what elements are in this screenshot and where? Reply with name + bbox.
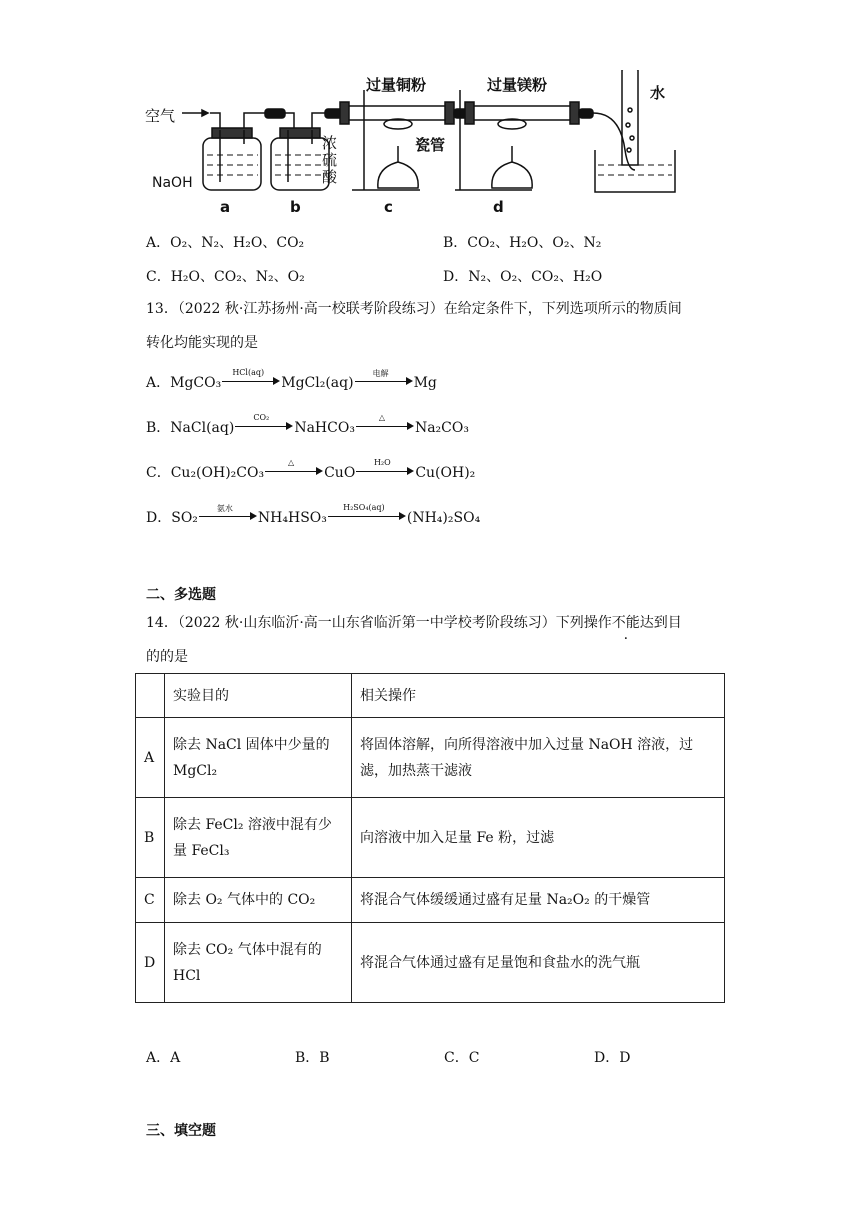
label-mg-powder: 过量镁粉 [487, 76, 548, 94]
q14-table [135, 673, 725, 1003]
table-row [136, 718, 725, 798]
row-purpose: 除去 CO₂ 气体中混有的 HCl [165, 923, 352, 1003]
table-row [136, 878, 725, 923]
label-air: 空气 [145, 107, 176, 125]
label-d: d [493, 198, 504, 216]
row-purpose: 除去 FeCl₂ 溶液中混有少量 FeCl₃ [165, 798, 352, 878]
reaction-arrow [222, 368, 280, 387]
section-heading-multiple-choice: 二、多选题 [146, 587, 216, 603]
row-operation: 将混合气体通过盛有足量饱和食盐水的洗气瓶 [352, 923, 725, 1003]
q12-option-a: A．O₂、N₂、H₂O、CO₂ [146, 235, 305, 251]
table-row [136, 798, 725, 878]
option-label: D． [146, 510, 172, 526]
reactant: SO₂ [171, 510, 198, 526]
reaction-arrow [328, 503, 406, 522]
table-header-cell: 实验目的 [165, 674, 352, 718]
row-operation: 将混合气体缓缓通过盛有足量 Na₂O₂ 的干燥管 [352, 878, 725, 923]
product: Cu(OH)₂ [415, 465, 476, 481]
row-purpose: 除去 NaCl 固体中少量的 MgCl₂ [165, 718, 352, 798]
q13-option-d [146, 503, 481, 527]
table-header-cell [136, 674, 165, 718]
reaction-arrow [235, 413, 293, 432]
q12-option-b: B．CO₂、H₂O、O₂、N₂ [443, 235, 602, 251]
label-b: b [290, 198, 301, 216]
q14-option-d: D．D [594, 1050, 631, 1066]
label-cu-powder: 过量铜粉 [366, 76, 427, 94]
label-tube: 瓷管 [415, 136, 446, 154]
intermediate: CuO [324, 465, 356, 481]
row-operation: 向溶液中加入足量 Fe 粉，过滤 [352, 798, 725, 878]
reaction-arrow [265, 458, 323, 477]
label-naoh: NaOH [152, 175, 193, 191]
q14-option-a: A．A [146, 1050, 181, 1066]
intermediate: MgCl₂(aq) [281, 375, 354, 391]
q14-emphasis: 不能 [611, 615, 640, 631]
arrow-condition: CO₂ [253, 413, 270, 422]
row-key: B [136, 798, 165, 878]
reaction-arrow [355, 369, 413, 387]
intermediate: NH₄HSO₃ [257, 510, 327, 526]
reaction-arrow [356, 458, 414, 477]
table-row [136, 923, 725, 1003]
q12-option-c: C．H₂O、CO₂、N₂、O₂ [146, 269, 305, 285]
row-purpose: 除去 O₂ 气体中的 CO₂ [165, 878, 352, 923]
table-header-row [136, 674, 725, 718]
q14-stem-line1 [146, 612, 682, 632]
arrow-condition: 电解 [372, 369, 389, 378]
product: Mg [413, 375, 437, 391]
label-water: 水 [650, 84, 666, 102]
q14-stem-text: 14．（2022 秋·山东临沂·高一山东省临沂第一中学校考阶段练习）下列操作 [146, 615, 612, 631]
arrow-condition: HCl(aq) [232, 368, 265, 377]
q12-option-d: D．N₂、O₂、CO₂、H₂O [443, 269, 603, 285]
reaction-arrow [199, 504, 257, 522]
row-key: A [136, 718, 165, 798]
arrow-condition: 氨水 [216, 504, 233, 513]
label-a: a [220, 198, 231, 216]
q13-option-a [146, 368, 437, 392]
option-label: A． [146, 375, 171, 391]
q14-option-c: C．C [444, 1050, 480, 1066]
reactant: NaCl(aq) [170, 420, 235, 436]
q14-option-b: B．B [295, 1050, 330, 1066]
arrow-condition: H₂SO₄(aq) [343, 503, 385, 512]
row-key: D [136, 923, 165, 1003]
reactant: MgCO₃ [170, 375, 222, 391]
option-label: B． [146, 420, 171, 436]
product: (NH₄)₂SO₄ [406, 510, 481, 526]
arrow-condition: H₂O [373, 458, 391, 467]
q13-option-c [146, 458, 476, 482]
q14-stem-line2: 的的是 [146, 649, 188, 665]
arrow-condition: △ [378, 413, 386, 422]
table-header-cell: 相关操作 [352, 674, 725, 718]
reactant: Cu₂(OH)₂CO₃ [170, 465, 265, 481]
q13-option-b [146, 413, 469, 437]
option-label: C． [146, 465, 171, 481]
q13-stem-line2: 转化均能实现的是 [146, 335, 258, 351]
intermediate: NaHCO₃ [294, 420, 355, 436]
q13-stem-line1: 13．（2022 秋·江苏扬州·高一校联考阶段练习）在给定条件下，下列选项所示的物质间 [146, 301, 682, 317]
label-conc-acid: 浓 硫 酸 [322, 134, 338, 186]
product: Na₂CO₃ [414, 420, 469, 436]
row-key: C [136, 878, 165, 923]
reaction-arrow [356, 413, 414, 432]
arrow-condition: △ [288, 458, 295, 467]
label-c: c [384, 198, 393, 216]
q14-stem-end: 达到目 [639, 615, 682, 631]
section-heading-fill-in: 三、填空题 [146, 1123, 216, 1139]
row-operation: 将固体溶解，向所得溶液中加入过量 NaOH 溶液，过滤，加热蒸干滤液 [352, 718, 725, 798]
